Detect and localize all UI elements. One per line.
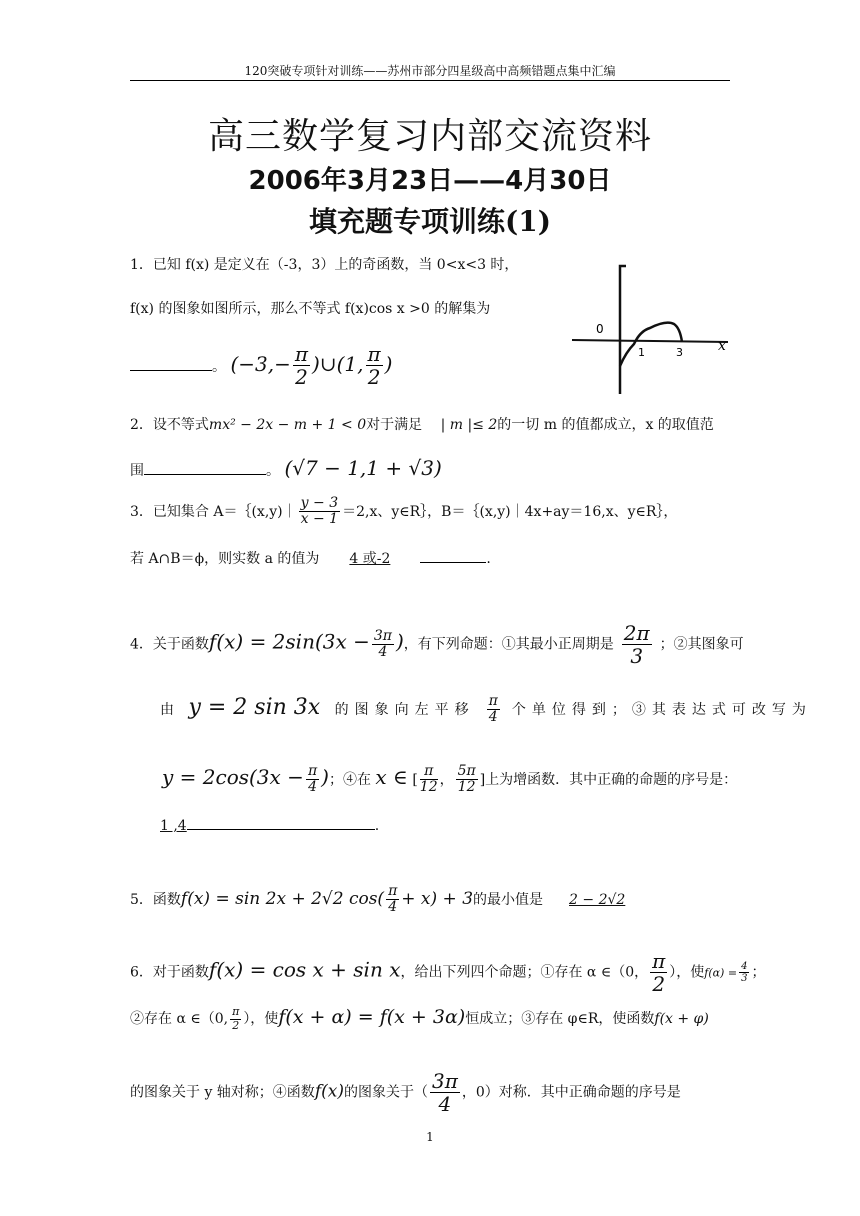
date-range-title: 2006年3月23日——4月30日	[248, 166, 612, 196]
q4-func-num: 3π	[373, 627, 392, 644]
q6-text-h: 的图象关于 y 轴对称；④函数	[130, 1084, 315, 1101]
q5-text-b: 的最小值是	[473, 891, 544, 908]
page-header: 120突破专项针对训练——苏州市部分四星级高中高频错题点集中汇编	[244, 64, 616, 78]
q6-l1-cond: f(α) =	[704, 966, 738, 980]
q4-int-b-den: 12	[457, 779, 476, 796]
q6-text-c: ），使	[669, 964, 705, 981]
q2-blank	[144, 474, 266, 475]
q4-line2	[160, 694, 812, 726]
q6-line2	[130, 1006, 709, 1032]
q4-int-b-num: 5π	[457, 763, 476, 779]
y-axis	[620, 266, 626, 394]
q6-text-i: 的图象关于（	[343, 1084, 428, 1101]
q1-answer-den: 2	[295, 365, 308, 389]
q4-period-den: 3	[630, 644, 644, 668]
q4-line1	[130, 622, 744, 667]
q3-frac-den: x − 1	[300, 511, 339, 528]
q6-l2-f: f(x + φ)	[654, 1011, 709, 1027]
q2-text-e: 。	[266, 463, 280, 479]
q6-text-e: ②存在 α ∈（0,	[130, 1011, 229, 1027]
q4-line2-func: y = 2 sin 3x	[188, 694, 321, 720]
q4-func-end: )	[395, 629, 404, 654]
q4-answer-line	[160, 818, 379, 834]
q6-l3-den: 4	[438, 1092, 452, 1116]
q2-text-a: 2．设不等式	[130, 417, 209, 433]
q6-text-a: 6．对于函数	[130, 964, 209, 981]
q4-shift-den: 4	[488, 709, 498, 726]
q4-text-g: ；④在	[328, 771, 371, 788]
q3-text-d: .	[486, 551, 491, 567]
q1-answer-mid: 1,	[344, 352, 364, 376]
q3-text-b: ＝2,x、y∈R｝，B＝｛(x,y)｜4x+ay＝16,x、y∈R｝，	[342, 503, 678, 520]
q2-inequality: mx² − 2x − m + 1 < 0	[208, 417, 367, 433]
x-axis	[572, 340, 728, 342]
q4-line3	[162, 764, 737, 796]
q6-l2-num: π	[232, 1005, 240, 1019]
q6-l1-cden: 3	[741, 973, 748, 984]
q6-text-f: ），使	[243, 1011, 279, 1027]
q4-line3-num: π	[307, 763, 318, 779]
header-rule	[130, 80, 730, 81]
q4-answer-end: .	[374, 818, 380, 834]
q4-line3-func: y = 2cos(3x −	[162, 764, 304, 789]
q4-x-in: x ∈	[375, 764, 408, 789]
q1-answer-num: π	[294, 342, 309, 366]
q2-condition: | m |≤ 2	[440, 417, 498, 433]
q1-answer-num2: π	[367, 342, 381, 366]
q4-blank	[187, 829, 375, 830]
q4-line3-end: )	[321, 764, 329, 789]
q6-line3	[130, 1070, 681, 1115]
q4-period-num: 2π	[623, 621, 650, 645]
q3-blank	[420, 562, 486, 563]
q4-int-a-den: 12	[419, 779, 438, 796]
q5-answer: 2 − 2√2	[569, 891, 626, 908]
graph-origin-label: 0	[596, 322, 604, 336]
q6-l3-num: 3π	[431, 1069, 458, 1093]
q4-func-den: 4	[378, 644, 388, 660]
q1-answer-prefix: −3,−	[238, 352, 291, 376]
q4-shift-num: π	[488, 693, 498, 709]
q4-text-b: ，有下列命题：①其最小正周期是	[403, 636, 614, 653]
function-curve	[620, 323, 682, 366]
q5-line	[130, 884, 641, 916]
q2-line2	[130, 456, 442, 480]
q3-line2	[130, 548, 491, 568]
graph-x-label: x	[718, 338, 726, 354]
q1-blank	[130, 370, 212, 371]
q4-text-d: 由	[160, 701, 174, 718]
q2-answer: (√7 − 1,1 + √3)	[284, 456, 442, 480]
q1-function-graph	[568, 246, 738, 396]
q2-text-d: 围	[130, 463, 144, 479]
q4-int-open: [	[412, 771, 418, 788]
q3-text-c: 若 A∩B＝ϕ，则实数 a 的值为	[130, 551, 320, 567]
q6-text-j: ，0）对称．其中正确命题的序号是	[461, 1084, 681, 1101]
q5-func-a: f(x) = sin 2x + 2√2 cos(	[180, 888, 385, 909]
q6-l2-den: 2	[232, 1018, 240, 1032]
q6-text-b: ，给出下列四个命题；①存在 α ∈（0，	[400, 964, 649, 981]
q6-line1	[130, 950, 765, 995]
section-title: 填充题专项训练(1)	[309, 205, 551, 238]
q3-answer: 4 或-2	[349, 551, 391, 567]
q4-line3-den: 4	[308, 779, 317, 796]
q2-line1	[130, 414, 714, 434]
q2-text-c: 的一切 m 的值都成立，x 的取值范	[497, 417, 714, 433]
q4-int-comma: ，	[439, 771, 454, 788]
q1-line1: 1．已知 f(x) 是定义在（-3，3）上的奇函数，当 0<x<3 时，	[130, 257, 519, 273]
q4-text-a: 4．关于函数	[130, 636, 209, 653]
q6-l1-den: 2	[652, 972, 666, 996]
graph-tick-3: 3	[676, 346, 683, 359]
q2-text-b: 对于满足	[366, 417, 423, 433]
q3-line1	[130, 496, 677, 528]
q5-func-b: + x) + 3	[401, 888, 474, 909]
page-number: 1	[426, 1130, 434, 1144]
q6-text-d: ；	[751, 964, 766, 981]
q1-answer-line	[130, 343, 392, 388]
q6-text-g: 恒成立；③存在 φ∈R，使函数	[465, 1011, 655, 1027]
q1-union: ∪	[319, 352, 337, 376]
q5-func-num: π	[388, 883, 398, 899]
q6-l1-cnum: 4	[741, 961, 748, 972]
q6-l2-eq: f(x + α) = f(x + 3α)	[278, 1006, 466, 1028]
q6-l1-num: π	[652, 949, 666, 973]
q5-func-den: 4	[388, 899, 398, 916]
graph-tick-1: 1	[638, 346, 645, 359]
q4-text-h: ]上为增函数．其中正确的命题的序号是：	[479, 771, 738, 788]
q6-func: f(x) = cos x + sin x	[208, 957, 401, 982]
q5-text-a: 5．函数	[130, 891, 181, 908]
q1-answer: (−3,− $\frac{\pi}{2}$ )∪(1, $\frac{\pi}{2}$ )	[230, 342, 393, 389]
q4-text-e: 的图象向左平移	[334, 701, 475, 718]
q4-text-f: 个单位得到；③其表达式可改写为	[511, 701, 812, 718]
q6-l3-f: f(x)	[314, 1081, 344, 1102]
q4-func: f(x) = 2sin(3x −	[208, 629, 370, 654]
document-title: 高三数学复习内部交流资料	[207, 116, 652, 157]
q3-frac-num: y − 3	[300, 495, 339, 511]
q4-answer: 1 ,4	[160, 818, 187, 834]
q4-int-a-num: π	[420, 764, 438, 780]
q1-blank-suffix: 。	[212, 359, 226, 375]
q4-text-c: ；②其图象可	[659, 636, 744, 653]
q1-line2: f(x) 的图象如图所示，那么不等式 f(x)cos x >0 的解集为	[130, 301, 491, 317]
q1-answer-den2: 2	[367, 365, 381, 389]
q3-text-a: 3．已知集合 A＝｛(x,y)｜	[130, 503, 297, 520]
